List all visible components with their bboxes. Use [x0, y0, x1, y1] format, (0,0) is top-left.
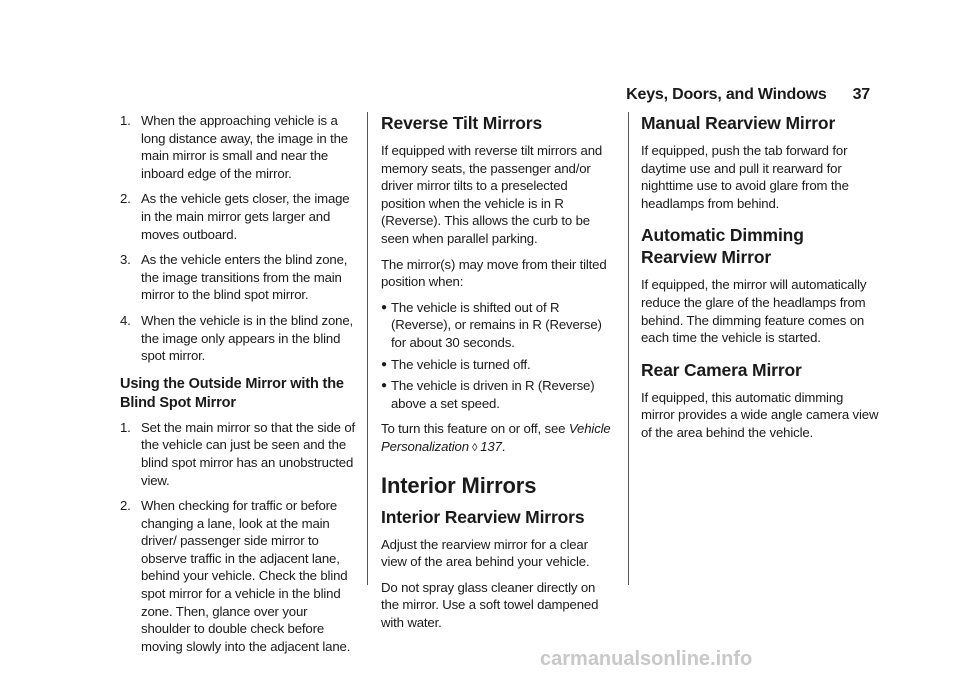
- interior-rearview-heading: Interior Rearview Mirrors: [381, 506, 585, 527]
- paragraph: If equipped, push the tab forward for daytime use and pull it rearward for nighttime use to avoid glare from the headlamps from behind.: [641, 143, 849, 211]
- paragraph: Do not spray glass cleaner directly on the mirror. Use a soft towel dampened with water.: [381, 579, 599, 630]
- paragraph: Adjust the rearview mirror for a clear view of the area behind your vehicle.: [381, 536, 590, 570]
- list-item: ● The vehicle is shifted out of R (Reverse), or remains in R (Reverse) for about 30 seconds.: [381, 299, 602, 350]
- blind-spot-steps-list: [120, 419, 356, 656]
- rear-camera-heading: Rear Camera Mirror: [641, 359, 802, 380]
- list-item: 1. When the approaching vehicle is a long distance away, the image in the main mirror is small and near the inboard edge of the mirror.: [120, 113, 348, 181]
- list-item: 1. Set the main mirror so that the side of the vehicle can just be seen and the blind spot mirror has an unobstructed view.: [120, 419, 356, 488]
- bullet-icon: ●: [381, 380, 387, 392]
- column-3: [641, 112, 879, 450]
- paragraph: If equipped with reverse tilt mirrors and memory seats, the passenger and/or driver mirror tilts to a preselected position when the vehicle is in R (Reverse). This allows the curb to be seen when parallel parking.: [381, 143, 603, 246]
- interior-mirrors-heading: Interior Mirrors: [381, 472, 537, 498]
- approach-steps-list: [120, 112, 356, 365]
- watermark: carmanualsonline.info: [540, 648, 753, 670]
- reverse-tilt-heading: Reverse Tilt Mirrors: [381, 113, 543, 133]
- manual-rearview-heading: Manual Rearview Mirror: [641, 113, 836, 133]
- conditions-list: [381, 299, 611, 413]
- page-ref-icon: ◊: [471, 441, 478, 454]
- auto-dimming-heading: Automatic Dimming Rearview Mirror: [641, 225, 804, 268]
- paragraph: If equipped, this automatic dimming mirror provides a wide angle camera view of the area behind the vehicle.: [641, 389, 879, 440]
- list-item: ● The vehicle is driven in R (Reverse) above a set speed.: [381, 378, 595, 411]
- bullet-icon: ●: [381, 358, 387, 370]
- column-divider: [628, 112, 629, 585]
- section-title: Keys, Doors, and Windows: [626, 86, 827, 103]
- column-divider: [367, 112, 368, 585]
- column-2: [381, 112, 611, 639]
- vehicle-personalization-link[interactable]: Vehicle Personalization ◊ 137: [381, 421, 611, 454]
- paragraph: If equipped, the mirror will automatically reduce the glare of the headlamps from behind. The dimming feature comes on each time the vehicle is started.: [641, 277, 867, 346]
- list-item: ● The vehicle is turned off.: [381, 356, 531, 372]
- blind-spot-heading: Using the Outside Mirror with the Blind Spot Mirror: [120, 375, 344, 411]
- paragraph: The mirror(s) may move from their tilted position when:: [381, 256, 607, 290]
- list-item: 2. As the vehicle gets closer, the image in the main mirror gets larger and moves outboard.: [120, 191, 350, 242]
- list-item: 2. When checking for traffic or before changing a lane, look at the main driver/ passenger side mirror to observe traffic in the adjacent lane, behind your vehicle. Check the blind spot mirror for a vehicle in the blind zone. Then, glance over your shoulder to double check before moving slowly into the adjacent lane.: [120, 498, 351, 654]
- list-item: 4. When the vehicle is in the blind zone, the image only appears in the blind spot mirror.: [120, 312, 354, 364]
- bullet-icon: ●: [381, 301, 387, 313]
- list-item: 3. As the vehicle enters the blind zone, the image transitions from the main mirror to the blind spot mirror.: [120, 252, 348, 303]
- column-1: [120, 112, 356, 663]
- page-number: 37: [852, 86, 870, 103]
- page-header: [626, 86, 870, 104]
- paragraph: To turn this feature on or off, see Vehicle Personalization ◊ 137.: [381, 421, 611, 454]
